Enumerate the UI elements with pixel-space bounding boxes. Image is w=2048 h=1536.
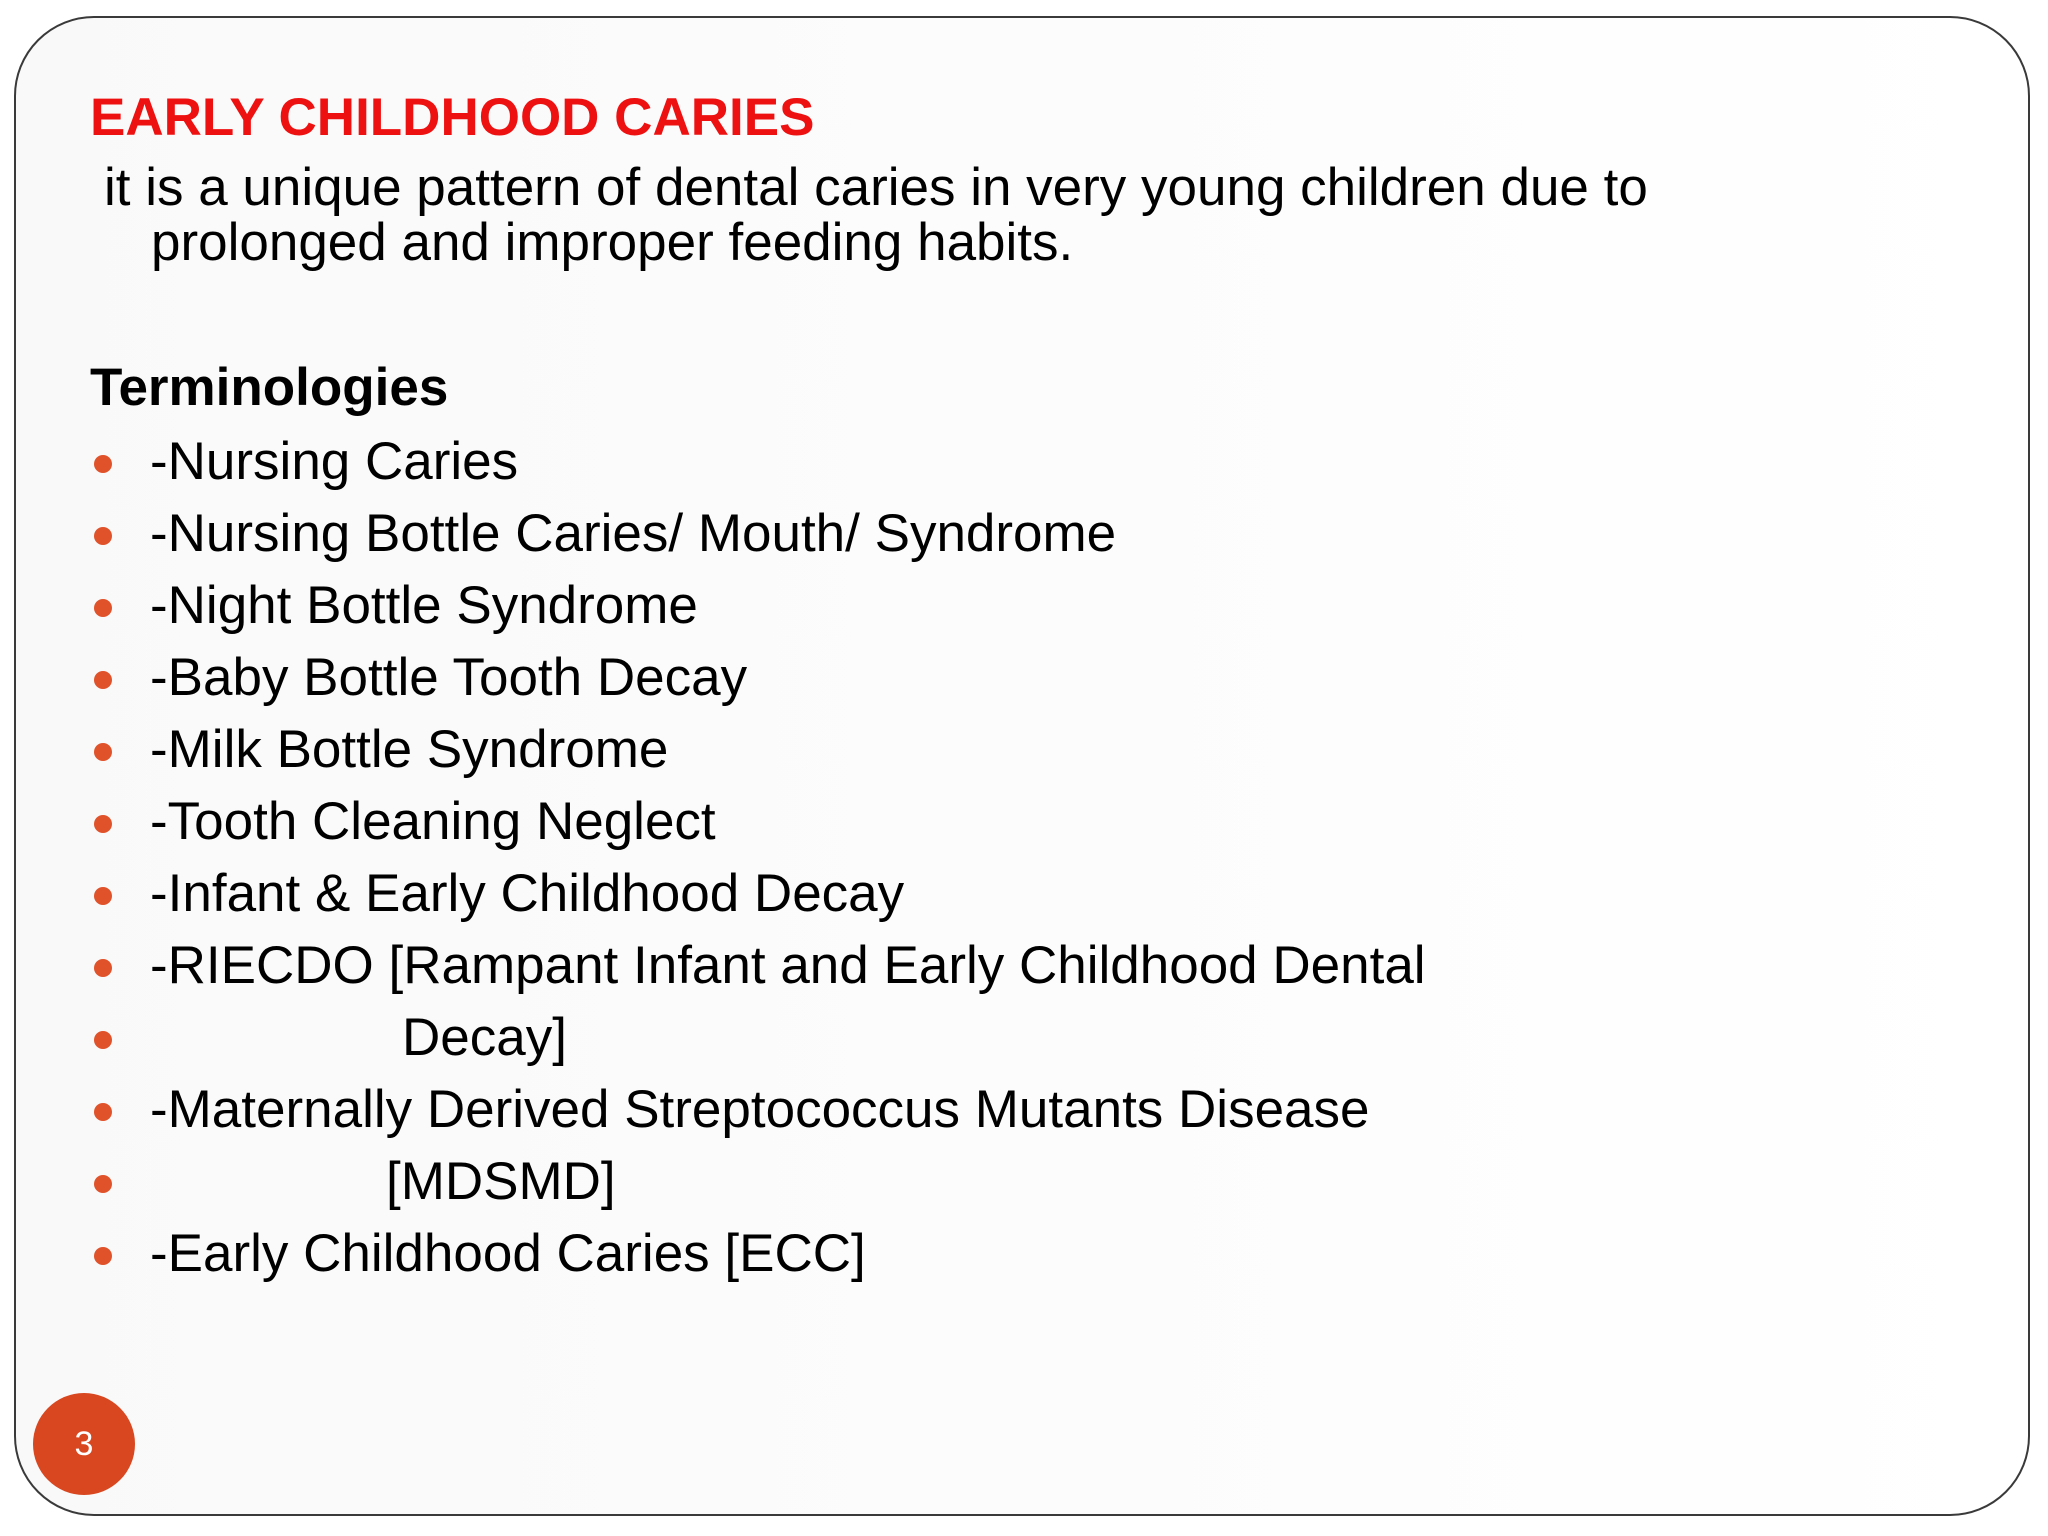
bullet-dot-icon — [94, 887, 112, 905]
term-label: -Milk Bottle Syndrome — [150, 720, 669, 779]
term-label: -Early Childhood Caries [ECC] — [150, 1224, 866, 1283]
term-label: -Night Bottle Syndrome — [150, 576, 698, 635]
page-number-badge: 3 — [33, 1393, 135, 1495]
term-label: -Nursing Bottle Caries/ Mouth/ Syndrome — [150, 504, 1117, 563]
intro-line-2: prolonged and improper feeding habits. — [151, 213, 1074, 272]
term-label: -Infant & Early Childhood Decay — [150, 864, 905, 923]
term-label: -Baby Bottle Tooth Decay — [150, 648, 748, 707]
bullet-dot-icon — [94, 1175, 112, 1193]
intro-paragraph — [104, 160, 1884, 270]
bullet-dot-icon — [94, 527, 112, 545]
bullet-dot-icon — [94, 455, 112, 473]
bullet-dot-icon — [94, 1031, 112, 1049]
bullet-dot-icon — [94, 959, 112, 977]
bullet-dot-icon — [94, 1103, 112, 1121]
term-label: -Maternally Derived Streptococcus Mutants Disease — [150, 1080, 1370, 1139]
bullet-dot-icon — [94, 599, 112, 617]
term-label: -Tooth Cleaning Neglect — [150, 792, 716, 851]
term-label: -RIECDO [Rampant Infant and Early Childhood Dental — [150, 936, 1426, 995]
terminologies-heading: Terminologies — [90, 358, 449, 417]
slide-title: EARLY CHILDHOOD CARIES — [90, 88, 815, 147]
intro-line-1: it is a unique pattern of dental caries in very young children due to — [104, 158, 1648, 217]
bullet-dot-icon — [94, 671, 112, 689]
term-label: -Nursing Caries — [150, 432, 519, 491]
bullet-dot-icon — [94, 743, 112, 761]
bullet-dot-icon — [94, 815, 112, 833]
term-label: Decay] — [402, 1008, 567, 1067]
term-label: [MDSMD] — [386, 1152, 616, 1211]
bullet-dot-icon — [94, 1247, 112, 1265]
